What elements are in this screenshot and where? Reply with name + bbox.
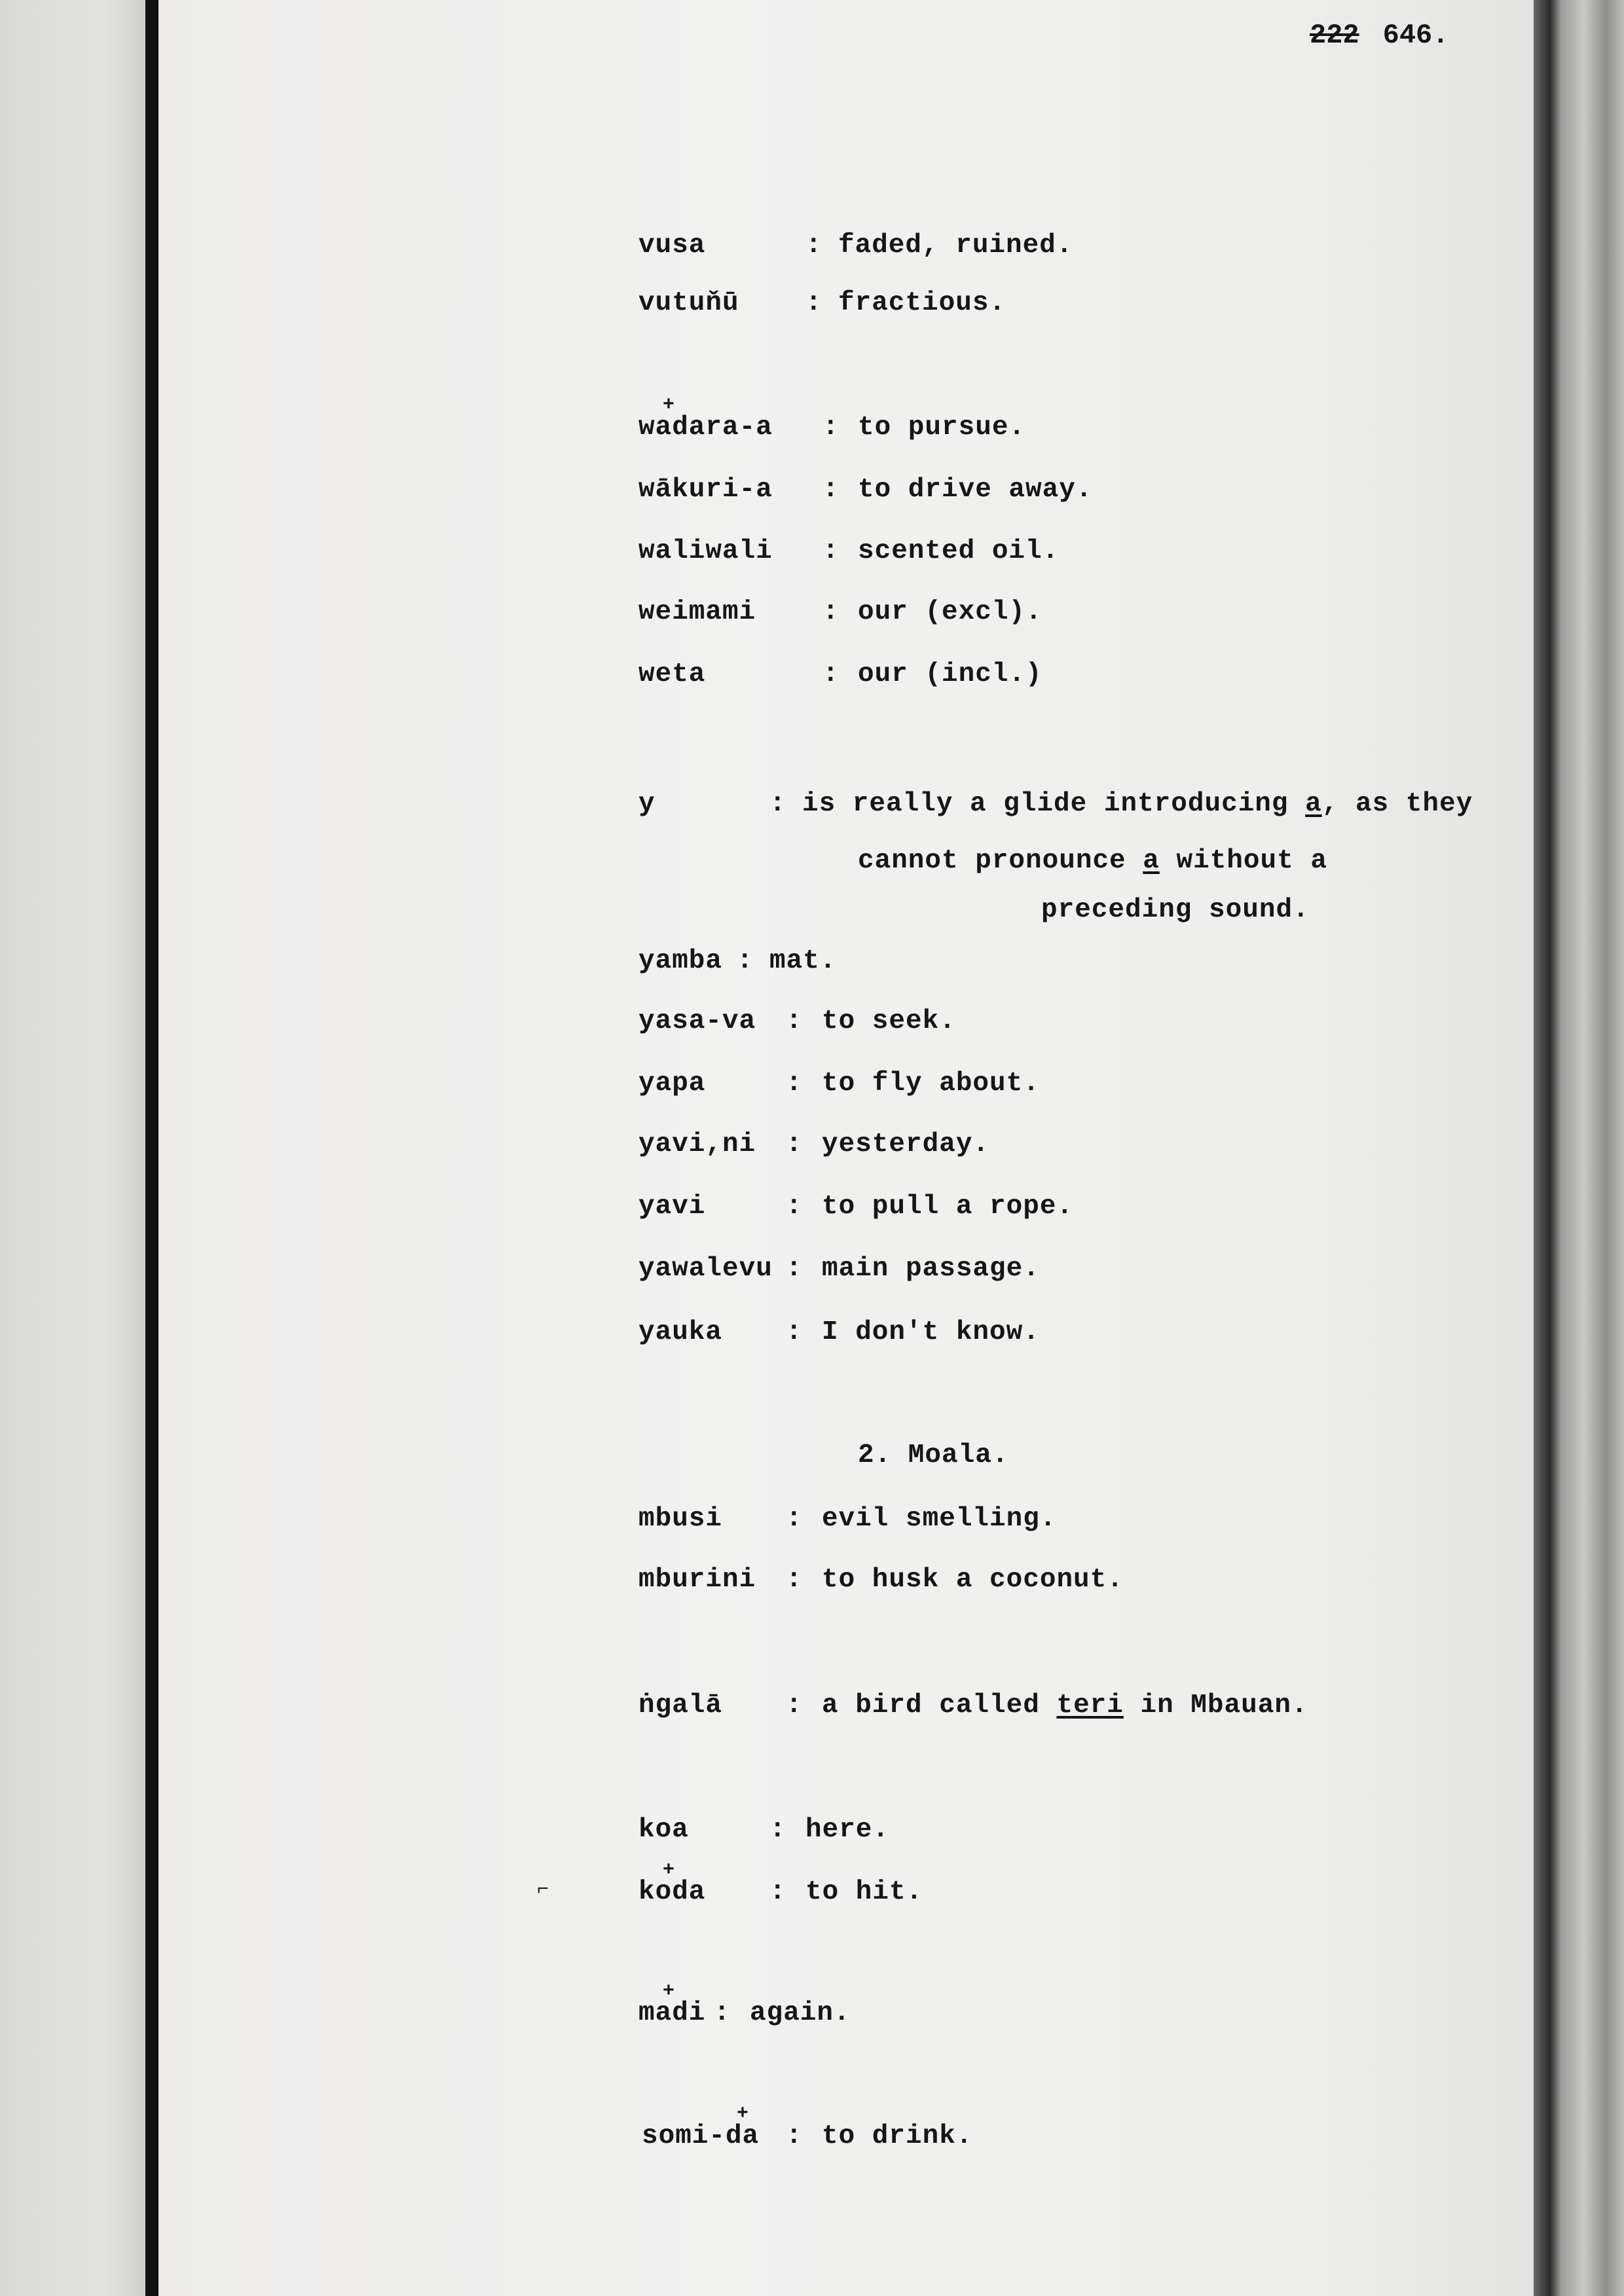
underlined-word: teri [1056,1690,1124,1721]
entry-word: koda [638,1877,706,1907]
entry-separator: : [822,536,840,566]
entry-gloss: here. [805,1815,890,1845]
entry-separator: : [737,946,754,976]
binding-rule [145,0,158,2296]
entry-word: vutuňū [638,288,739,318]
entry-gloss: to drive away. [858,475,1093,505]
note-text: without a [1159,846,1327,876]
underlined-letter: a [1305,789,1322,819]
entry-word: mbusi [638,1504,723,1534]
entry-word: yauka [638,1317,723,1347]
entry-separator: : [769,1877,786,1907]
entry-separator: : [805,288,822,318]
entry-gloss: mat. [769,946,837,976]
entry-word: y [638,789,655,819]
entry-gloss: faded, ruined. [838,230,1073,261]
entry-separator: : [786,1317,803,1347]
entry-word: yavi,ni [638,1129,756,1159]
entry-separator: : [786,1192,803,1222]
entry-separator: : [786,2121,803,2151]
entry-word: weimami [638,597,756,627]
scan-left-margin [0,0,145,2296]
struck-page-number: 222 [1310,20,1359,51]
entry-separator: : [769,789,786,819]
entry-word: yasa-va [638,1006,756,1036]
entry-gloss: evil smelling. [822,1504,1057,1534]
note-line-3: preceding sound. [1041,895,1310,925]
note-line-1 [802,791,1473,818]
entry-word: wākuri-a [638,475,773,505]
handwritten-cross-mark: + [737,2103,749,2125]
entry-word: waliwali [638,536,773,566]
note-line-2 [858,848,1327,875]
entry-word: yawalevu [638,1254,773,1284]
entry-word: vusa [638,230,706,261]
entry-gloss: to seek. [822,1006,956,1036]
handwritten-cross-mark: + [663,1980,675,2003]
section-heading: 2. Moala. [858,1440,1009,1470]
handwritten-cross-mark: + [663,394,675,416]
entry-gloss: to drink. [822,2121,973,2151]
entry-separator: : [822,412,840,443]
gloss-text: a bird called [822,1690,1057,1721]
entry-separator: : [822,597,840,627]
entry-separator: : [786,1006,803,1036]
entry-separator: : [822,659,840,689]
entry-word: koa [638,1815,689,1845]
entry-separator: : [805,230,822,261]
entry-word: madi [638,1998,706,2028]
entry-word: yamba [638,946,723,976]
entry-separator: : [769,1815,786,1845]
page-number [1310,20,1449,51]
entry-word: ṅgalā [638,1690,723,1721]
entry-gloss: yesterday. [822,1129,990,1159]
page-edge-shadow [1534,0,1624,2296]
entry-gloss: again. [750,1998,851,2028]
entry-gloss: to pull a rope. [822,1192,1074,1222]
entry-gloss: scented oil. [858,536,1060,566]
entry-gloss: our (incl.) [858,659,1043,689]
entry-word: yapa [638,1068,706,1099]
entry-separator: : [786,1068,803,1099]
entry-separator: : [786,1565,803,1595]
entry-gloss: main passage. [822,1254,1040,1284]
entry-separator: : [786,1254,803,1284]
handwritten-cross-mark: + [663,1859,675,1882]
entry-separator: : [714,1998,731,2028]
entry-separator: : [786,1129,803,1159]
entry-word: wadara-a [638,412,773,443]
entry-gloss: I don't know. [822,1317,1040,1347]
entry-separator: : [822,475,840,505]
note-text: is really a glide introducing [802,789,1306,819]
entry-word: somi-da [642,2121,760,2151]
entry-gloss: to pursue. [858,412,1026,443]
entry-gloss: to hit. [805,1877,923,1907]
gloss-text: in Mbauan. [1123,1690,1308,1721]
underlined-letter: a [1143,846,1160,876]
stray-mark: ⌐ [537,1879,549,1901]
note-text: cannot pronounce [858,846,1143,876]
note-text: , as they [1321,789,1473,819]
entry-gloss: fractious. [838,288,1006,318]
entry-separator: : [786,1690,803,1721]
entry-gloss: to husk a coconut. [822,1565,1124,1595]
entry-gloss [822,1692,1308,1719]
entry-word: weta [638,659,706,689]
entry-separator: : [786,1504,803,1534]
entry-word: mburini [638,1565,756,1595]
entry-gloss: our (excl). [858,597,1043,627]
entry-gloss: to fly about. [822,1068,1040,1099]
current-page-number: 646. [1382,20,1449,51]
entry-word: yavi [638,1192,706,1222]
